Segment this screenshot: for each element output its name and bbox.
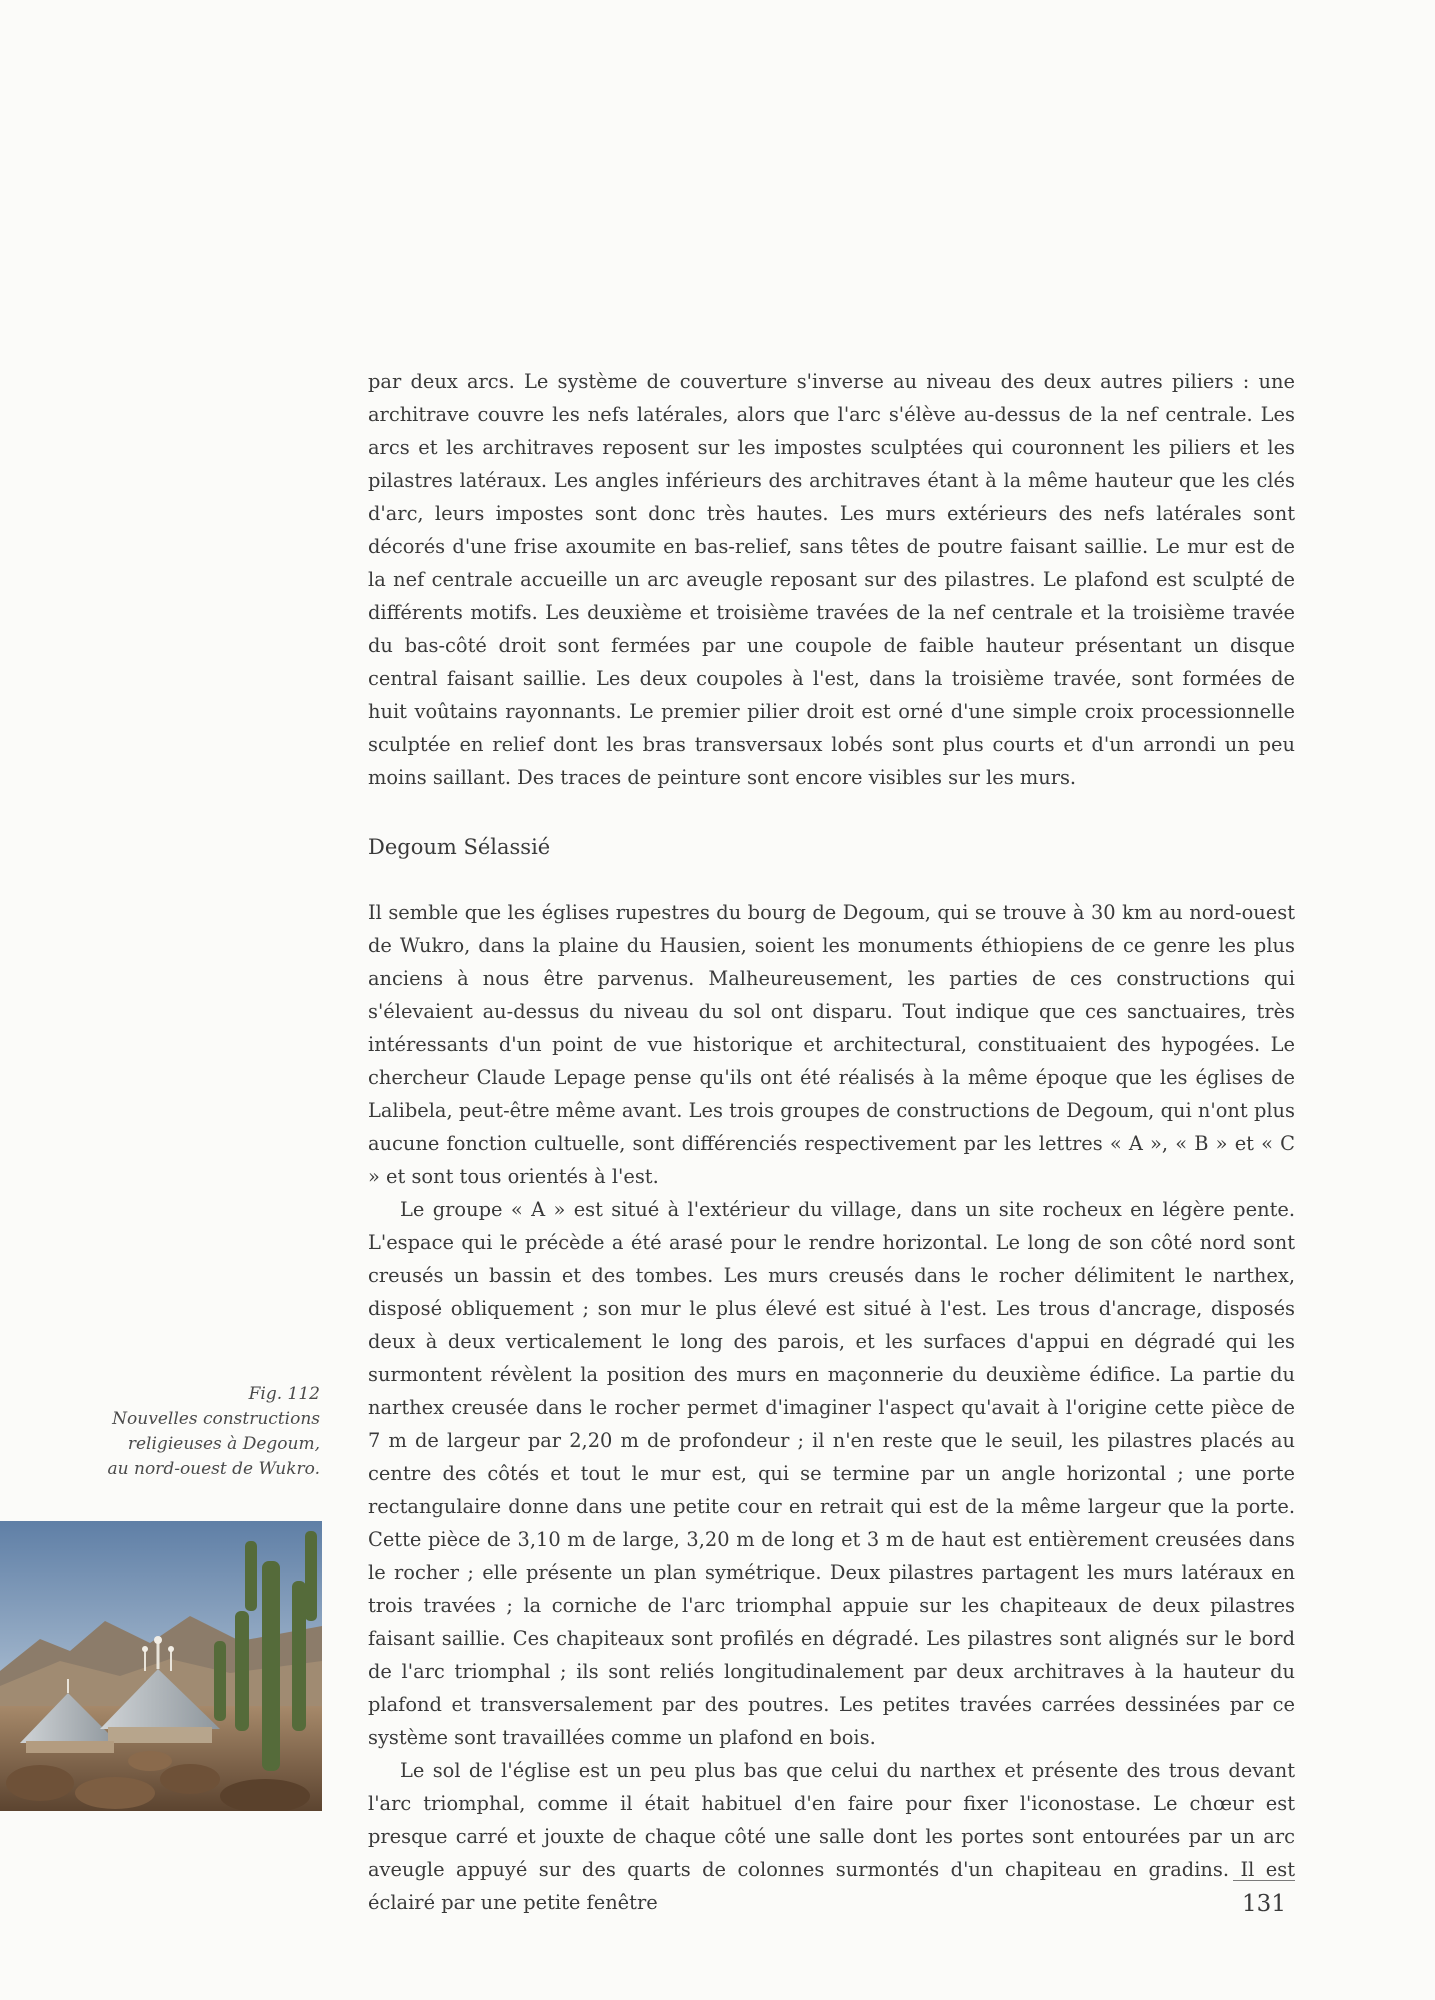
paragraph: Le sol de l'église est un peu plus bas que celui du narthex et présente des trous devant l'arc triomphal, comme il était habituel d'en faire pour fixer l'iconostase. Le chœur est presque carré et jouxte de chaque côté une salle dont les portes sont entourées par un arc aveugle appuyé sur des quarts de colonnes surmontés d'un chapiteau en gradins. Il est éclairé par une petite fenêtre (368, 1759, 1295, 1914)
caption-line: au nord-ouest de Wukro. (107, 1459, 320, 1479)
page-number: 131 (1242, 1891, 1286, 1917)
text-block-section (368, 896, 1295, 1919)
paragraph: par deux arcs. Le système de couverture s'inverse au niveau des deux autres piliers : une architrave couvre les nefs latérales, alors que l'arc s'élève au-dessus de la nef centrale. Les arcs et les architraves reposent sur les impostes sculptées qui couronnent les piliers et les pilastres latéraux. Les angles inférieurs des architraves étant à la même hauteur que les clés d'arc, leurs impostes sont donc très hautes. Les murs extérieurs des nefs latérales sont décorés d'une frise axoumite en bas-relief, sans têtes de poutre faisant saillie. Le mur est de la nef centrale accueille un arc aveugle reposant sur des pilastres. Le plafond est sculpté de différents motifs. Les deuxième et troisième travées de la nef centrale et la troisième travée du bas-côté droit sont fermées par une coupole de faible hauteur présentant un disque central faisant saillie. Les deux coupoles à l'est, dans la troisième travée, sont formées de huit voûtains rayonnants. Le premier pilier droit est orné d'une simple croix processionnelle sculptée en relief dont les bras transversaux lobés sont plus courts et d'un arrondi un peu moins saillant. Des traces de peinture sont encore visibles sur les murs. (368, 370, 1295, 789)
text-block-continuation (368, 365, 1295, 794)
section-heading: Degoum Sélassié (368, 835, 551, 859)
caption-line: religieuses à Degoum, (127, 1434, 320, 1454)
paragraph: Il semble que les églises rupestres du bourg de Degoum, qui se trouve à 30 km au nord-ouest de Wukro, dans la plaine du Hausien, soient les monuments éthiopiens de ce genre les plus anciens à nous être parvenus. Malheureusement, les parties de ces constructions qui s'élevaient au-dessus du niveau du sol ont disparu. Tout indique que ces sanctuaires, très intéressants d'un point de vue historique et architectural, constituaient des hypogées. Le chercheur Claude Lepage pense qu'ils ont été réalisés à la même époque que les églises de Lalibela, peut-être même avant. Les trois groupes de constructions de Degoum, qui n'ont plus aucune fonction cultuelle, sont différenciés respectivement par les lettres « A », « B » et « C » et sont tous orientés à l'est. (368, 901, 1295, 1188)
footer-rule (1233, 1880, 1295, 1881)
figure-photo (0, 1521, 322, 1811)
caption-line: Nouvelles constructions (112, 1409, 320, 1429)
caption-figure-number: Fig. 112 (248, 1384, 320, 1404)
figure-caption (0, 1382, 320, 1482)
paragraph: Le groupe « A » est situé à l'extérieur du village, dans un site rocheux en légère pente. L'espace qui le précède a été arasé pour le rendre horizontal. Le long de son côté nord sont creusés un bassin et des tombes. Les murs creusés dans le rocher délimitent le narthex, disposé obliquement ; son mur le plus élevé est situé à l'est. Les trous d'ancrage, disposés deux à deux verticalement le long des parois, et les surfaces d'appui en dégradé qui les surmontent révèlent la position des murs en maçonnerie du deuxième édifice. La partie du narthex creusée dans le rocher permet d'imaginer l'aspect qu'avait à l'origine cette pièce de 7 m de largeur par 2,20 m de profondeur ; il n'en reste que le seuil, les pilastres placés au centre des côtés et tout le mur est, qui se termine par un angle horizontal ; une porte rectangulaire donne dans une petite cour en retrait qui est de la même largeur que la porte. Cette pièce de 3,10 m de large, 3,20 m de long et 3 m de haut est entièrement creusées dans le rocher ; elle présente un plan symétrique. Deux pilastres partagent les murs latéraux en trois travées ; la corniche de l'arc triomphal appuie sur les chapiteaux de deux pilastres faisant saillie. Ces chapiteaux sont profilés en dégradé. Les pilastres sont alignés sur le bord de l'arc triomphal ; ils sont reliés longitudinalement par deux architraves à la hauteur du plafond et transversalement par des poutres. Les petites travées carrées dessinées par ce système sont travaillées comme un plafond en bois. (368, 1198, 1295, 1749)
